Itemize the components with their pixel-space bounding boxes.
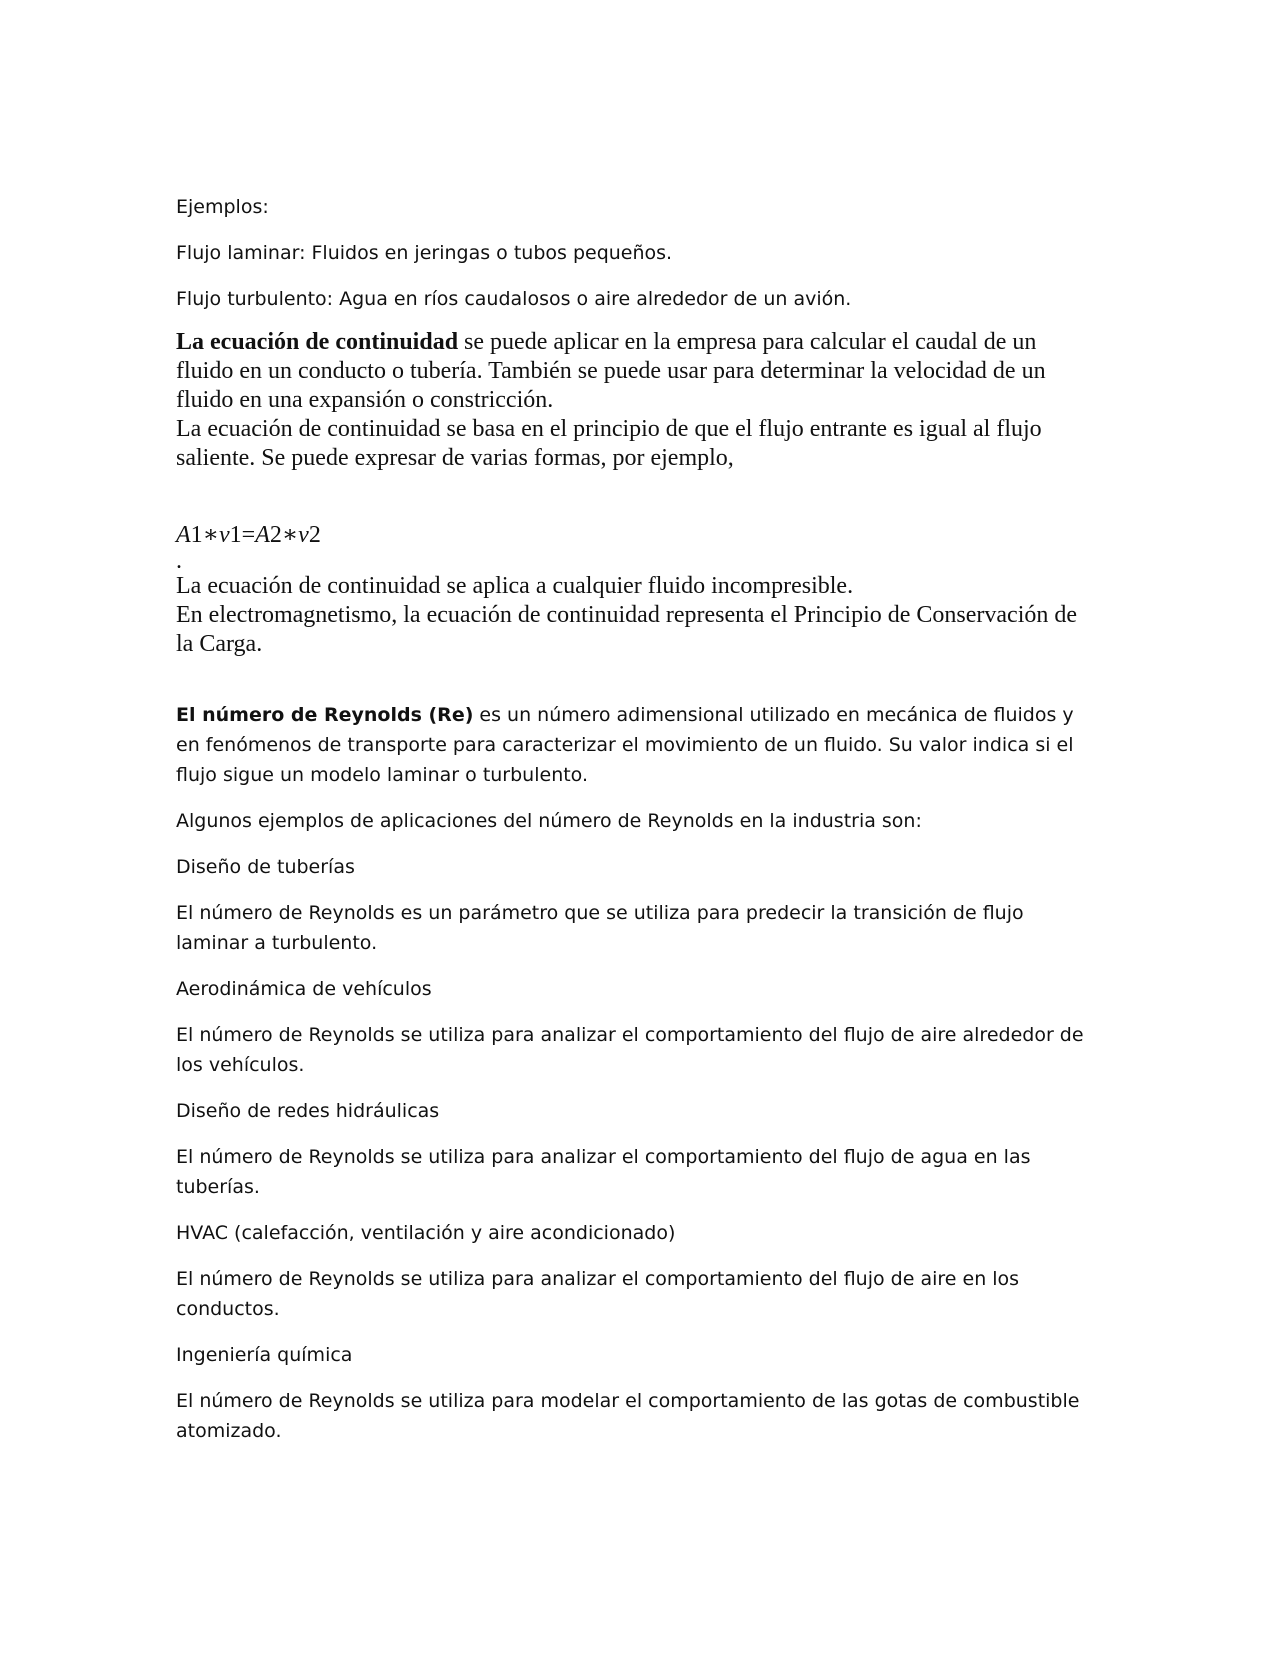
reynolds-section bbox=[176, 700, 1096, 1446]
formula-a2: A bbox=[255, 522, 270, 548]
application-title: Aerodinámica de vehículos bbox=[176, 978, 432, 1000]
reynolds-intro-text: es un número adimensional utilizado en mecánica de fluidos y en fenómenos de transporte para caracterizar el movimiento de un fluido. Su valor indica si el flujo sigue un modelo laminar o turbulento. bbox=[176, 704, 1074, 786]
formula-n4: 2 bbox=[308, 522, 321, 548]
formula-eq: = bbox=[241, 522, 256, 548]
formula-op1: ∗ bbox=[202, 522, 219, 548]
formula-n2: 1 bbox=[229, 522, 242, 548]
formula-v1: v bbox=[218, 522, 230, 548]
application-title: Ingeniería química bbox=[176, 1344, 353, 1366]
applications-heading: Algunos ejemplos de aplicaciones del número de Reynolds en la industria son: bbox=[176, 810, 922, 832]
continuity-line1: se puede aplicar en la empresa para calcular el caudal de un fluido en un conducto o tubería. También se puede usar para determinar la velocidad de un fluido en una expansión o constricción. bbox=[176, 329, 1046, 413]
continuity-paragraph bbox=[176, 328, 1096, 415]
example-turbulent: Flujo turbulento: Agua en ríos caudalosos o aire alrededor de un avión. bbox=[176, 288, 852, 310]
formula-v2: v bbox=[298, 522, 309, 548]
application-title: HVAC (calefacción, ventilación y aire acondicionado) bbox=[176, 1222, 676, 1244]
continuity-principle: La ecuación de continuidad se basa en el principio de que el flujo entrante es igual al flujo saliente. Se puede expresar de varias formas, por ejemplo, bbox=[176, 416, 1042, 471]
application-title: Diseño de redes hidráulicas bbox=[176, 1100, 440, 1122]
continuity-bold-lead: La ecuación de continuidad bbox=[176, 329, 459, 355]
continuity-formula bbox=[176, 521, 1096, 550]
continuity-incompressible: La ecuación de continuidad se aplica a cualquier fluido incompresible. bbox=[176, 573, 854, 599]
application-text: El número de Reynolds se utiliza para analizar el comportamiento del flujo de aire en los conductos. bbox=[176, 1268, 1020, 1320]
reynolds-bold-lead: El número de Reynolds (Re) bbox=[176, 704, 474, 726]
formula-dot: . bbox=[176, 548, 182, 574]
continuity-section bbox=[176, 328, 1096, 659]
example-laminar: Flujo laminar: Fluidos en jeringas o tubos pequeños. bbox=[176, 242, 673, 264]
application-text: El número de Reynolds se utiliza para analizar el comportamiento del flujo de agua en las tuberías. bbox=[176, 1146, 1031, 1198]
formula-a1: A bbox=[176, 522, 191, 548]
application-text: El número de Reynolds se utiliza para modelar el comportamiento de las gotas de combustible atomizado. bbox=[176, 1390, 1080, 1442]
formula-op2: ∗ bbox=[281, 522, 299, 548]
continuity-electromagnetism: En electromagnetismo, la ecuación de continuidad representa el Principio de Conservación de la Carga. bbox=[176, 602, 1078, 657]
application-title: Diseño de tuberías bbox=[176, 856, 355, 878]
formula-n3: 2 bbox=[269, 522, 282, 548]
document-body bbox=[176, 192, 1096, 1462]
reynolds-intro bbox=[176, 700, 1096, 790]
application-text: El número de Reynolds es un parámetro que se utiliza para predecir la transición de flujo laminar a turbulento. bbox=[176, 902, 1024, 954]
examples-heading: Ejemplos: bbox=[176, 196, 269, 218]
formula-n1: 1 bbox=[190, 522, 203, 548]
application-text: El número de Reynolds se utiliza para analizar el comportamiento del flujo de aire alrededor de los vehículos. bbox=[176, 1024, 1084, 1076]
